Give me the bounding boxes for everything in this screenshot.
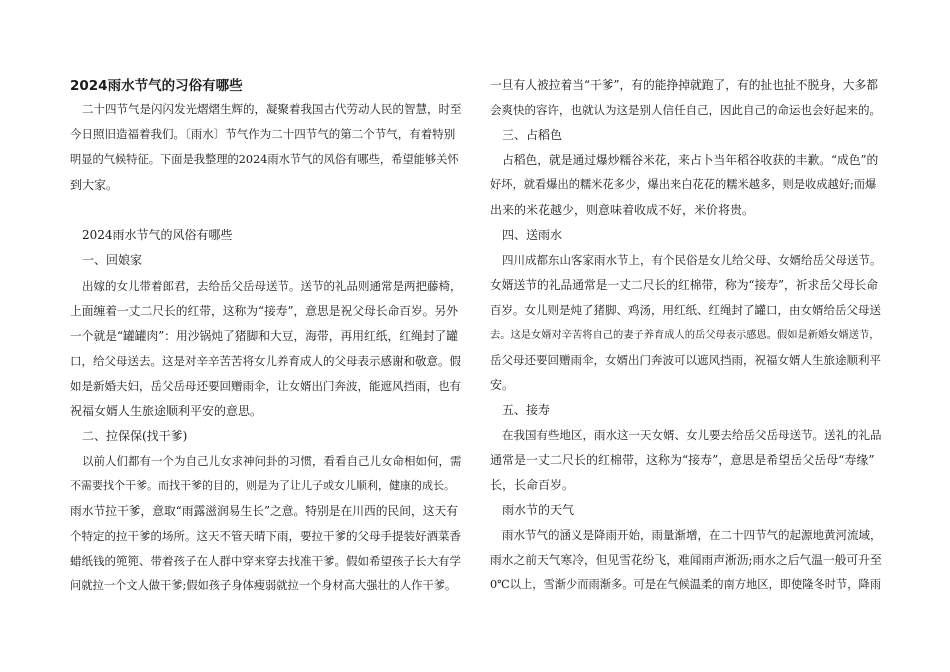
text-line: 以前人们都有一个为自己儿女求神问卦的习惯，看看自己儿女命相如何，需	[82, 454, 462, 468]
text-line: 祝福女婿人生旅途顺利平安的意思。	[70, 404, 263, 418]
text-line: 口，给父母送去。这是对辛辛苦苦将女儿养育成人的父母表示感谢和敬意。假	[70, 354, 461, 368]
text-line: 雨水节气的涵义是降雨开始，雨量渐增，在二十四节气的起源地黄河流域，	[502, 528, 882, 542]
document-title: 2024雨水节气的习俗有哪些	[70, 78, 243, 94]
section-heading: 2024雨水节气的风俗有哪些	[82, 228, 233, 242]
section-heading: 五、接寿	[502, 403, 551, 417]
text-line: 通常是一丈二尺长的红棉带，这称为“接寿”，意思是希望岳父岳母“寿缘”	[490, 453, 875, 467]
text-line: 去。这是女婿对辛苦将自己的妻子养育成人的岳父母表示感恩。假如是新婚女婿送节，	[490, 329, 880, 341]
section-heading: 四、送雨水	[502, 228, 563, 242]
section-heading: 一、回娘家	[82, 253, 143, 267]
text-line: 问就拉一个文人做干爹;假如孩子身体瘦弱就拉一个身材高大强壮的人作干爹。	[70, 579, 457, 592]
text-line: 蜡纸钱的篼篼、带着孩子在人群中穿来穿去找准干爹。假如希望孩子长大有学	[70, 554, 461, 568]
text-line: 0℃以上，雪渐少而雨渐多。可是在气候温柔的南方地区，即使隆冬时节，降雨	[490, 578, 881, 591]
section-heading: 二、拉保保(找干爹)	[82, 429, 188, 443]
section-heading: 三、占稻色	[502, 128, 563, 142]
text-line: 百岁。女儿则是炖了猪脚、鸡汤，用红纸、红绳封了罐口，由女婿给岳父母送	[490, 303, 881, 317]
text-line: 不需要找个干爹。而找干爹的目的，则是为了让儿子或女儿顺利，健康的成长。	[70, 479, 455, 492]
text-line: 女婿送节的礼品通常是一丈二尺长的红棉带，称为“接寿”，祈求岳父母长命	[490, 278, 879, 292]
text-line: 如是新婚夫妇，岳父岳母还要回赠雨伞，让女婿出门奔波，能遮风挡雨，也有	[70, 379, 461, 393]
text-line: 雨水之前天气寒冷，但见雪花纷飞，难闻雨声淅沥;雨水之后气温一般可升至	[490, 553, 882, 567]
text-line: 今日照旧造福着我们。〔雨水〕节气作为二十四节气的第二个节气，有着特别	[70, 127, 456, 141]
text-line: 一旦有人被拉着当“干爹”，有的能挣掉就跑了，有的扯也扯不脱身，大多都	[490, 78, 879, 92]
text-line: 个特定的拉干爹的场所。这天不管天晴下雨，要拉干爹的父母手提装好酒菜香	[70, 529, 461, 543]
text-line: 在我国有些地区，雨水这一天女婿、女儿要去给岳父岳母送节。送礼的礼品	[502, 428, 882, 442]
text-line: 出来的米花越少，则意味着收成不好，米价将贵。	[490, 203, 755, 217]
text-line: 长，长命百岁。	[490, 478, 575, 492]
text-line: 雨水节拉干爹，意取“雨露滋润易生长”之意。特别是在川西的民间，这天有	[70, 504, 459, 518]
text-line: 好坏，就看爆出的糯米花多少，爆出来白花花的糯米越多，则是收成越好;而爆	[490, 178, 877, 191]
text-line: 明显的气候特征。下面是我整理的2024雨水节气的风俗有哪些，希望能够关怀	[70, 153, 459, 166]
text-line: 上面缠着一丈二尺长的红带，这称为“接寿”，意思是祝父母长命百岁。另外	[70, 304, 459, 318]
text-line: 出嫁的女儿带着郎君，去给岳父岳母送节。送节的礼品则通常是两把藤椅，	[82, 279, 462, 293]
text-line: 岳父母还要回赠雨伞，女婿出门奔波可以遮风挡雨，祝福女婿人生旅途顺利平	[490, 353, 881, 367]
text-line: 四川成都东山客家雨水节上，有个民俗是女儿给父母、女婿给岳父母送节。	[502, 253, 882, 267]
text-line: 一个就是“罐罐肉”：用沙锅炖了猪脚和大豆，海带，再用红纸，红绳封了罐	[70, 329, 459, 343]
text-line: 会爽快的容许，也就认为这是别人信任自己，因此自己的命运也会好起来的。	[490, 103, 881, 117]
text-line: 安。	[490, 378, 515, 392]
text-line: 占稻色，就是通过爆炒糯谷米花，来占卜当年稻谷收获的丰歉。“成色”的	[502, 153, 879, 167]
section-heading: 雨水节的天气	[502, 503, 575, 517]
text-line: 到大家。	[70, 178, 119, 192]
text-line: 二十四节气是闪闪发光熠熠生辉的，凝聚着我国古代劳动人民的智慧，时至	[82, 102, 462, 116]
